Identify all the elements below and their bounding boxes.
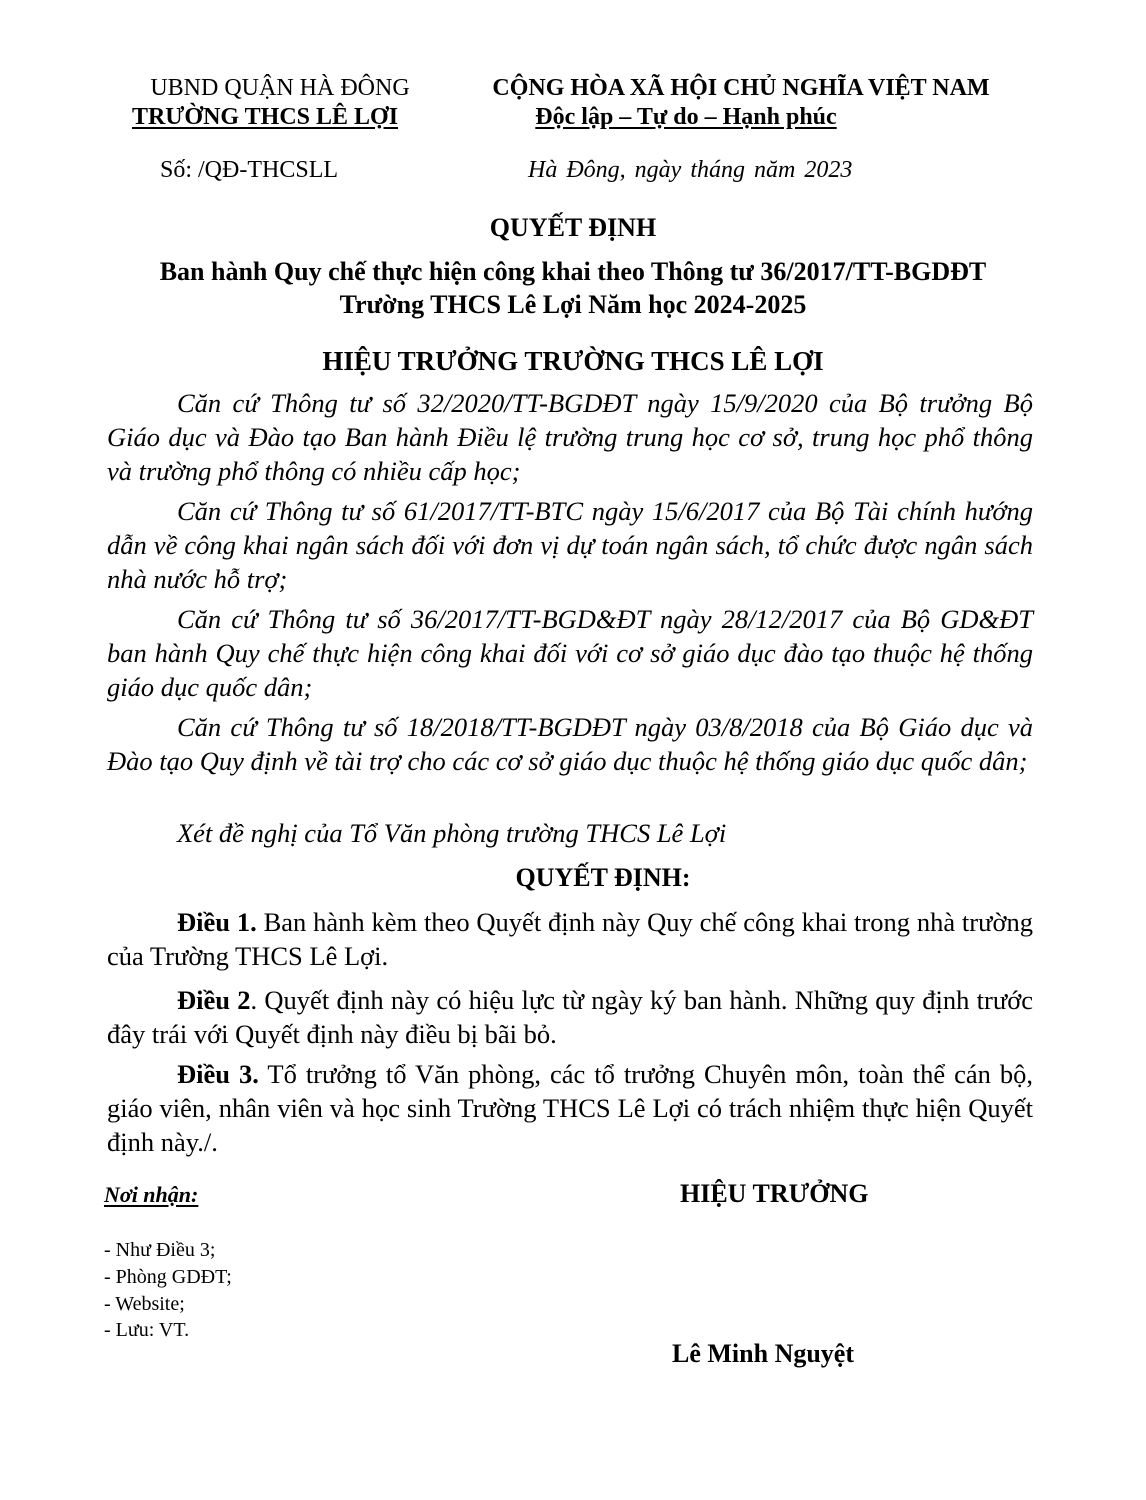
document-number: Số: /QĐ-THCSLL bbox=[160, 157, 339, 183]
article-3-label: Điều 3. bbox=[177, 1059, 259, 1089]
document-subtitle-line1: Ban hành Quy chế thực hiện công khai theo Thông tư 36/2017/TT-BGDĐT bbox=[159, 257, 987, 286]
recipients-heading: Nơi nhận: bbox=[104, 1182, 199, 1207]
article-1 bbox=[107, 905, 1033, 973]
signer-title: HIỆU TRƯỞNG bbox=[680, 1179, 869, 1208]
article-1-text: Ban hành kèm theo Quyết định này Quy chế công khai trong nhà trường của Trường THCS Lê Lợi. bbox=[107, 907, 1034, 971]
article-2-label: Điều 2 bbox=[177, 985, 251, 1015]
article-1-label: Điều 1. bbox=[177, 907, 257, 937]
article-2 bbox=[107, 983, 1033, 1051]
document-subtitle-line2: Trường THCS Lê Lợi Năm học 2024-2025 bbox=[339, 290, 807, 319]
legal-ground-3: Căn cứ Thông tư số 36/2017/TT-BGD&ĐT ngày 28/12/2017 của Bộ GD&ĐT ban hành Quy chế thực hiện công khai đối với cơ sở giáo dục đào tạo thuộc hệ thống giáo dục quốc dân; bbox=[107, 604, 1033, 702]
authority-heading: HIỆU TRƯỞNG TRƯỜNG THCS LÊ LỢI bbox=[322, 346, 824, 376]
national-motto: Độc lập – Tự do – Hạnh phúc bbox=[535, 104, 837, 130]
proposal: Xét đề nghị của Tổ Văn phòng trường THCS Lê Lợi bbox=[177, 818, 727, 848]
recipient-item: - Phòng GDĐT; bbox=[104, 1266, 232, 1288]
document-title: QUYẾT ĐỊNH bbox=[489, 213, 657, 242]
recipient-item: - Như Điều 3; bbox=[104, 1239, 216, 1261]
signer-name: Lê Minh Nguyệt bbox=[672, 1339, 854, 1368]
article-3 bbox=[107, 1057, 1033, 1159]
legal-ground-2: Căn cứ Thông tư số 61/2017/TT-BTC ngày 15/6/2017 của Bộ Tài chính hướng dẫn về công khai ngân sách đối với đơn vị dự toán ngân sách, tổ chức được ngân sách nhà nước hỗ trợ; bbox=[107, 496, 1033, 594]
school-name: TRƯỜNG THCS LÊ LỢI bbox=[131, 104, 399, 130]
issuing-authority: UBND QUẬN HÀ ĐÔNG bbox=[150, 75, 410, 101]
national-title: CỘNG HÒA XÃ HỘI CHỦ NGHĨA VIỆT NAM bbox=[492, 75, 990, 101]
legal-ground-4: Căn cứ Thông tư số 18/2018/TT-BGDĐT ngày 03/8/2018 của Bộ Giáo dục và Đào tạo Quy định về tài trợ cho các cơ sở giáo dục thuộc hệ thống giáo dục quốc dân; bbox=[107, 712, 1033, 776]
article-3-text: Tổ trưởng tổ Văn phòng, các tổ trưởng Chuyên môn, toàn thể cán bộ, giáo viên, nhân viên và học sinh Trường THCS Lê Lợi có trách nhiệm thực hiện Quyết định này./. bbox=[107, 1059, 1034, 1157]
recipient-item: - Lưu: VT. bbox=[104, 1319, 190, 1341]
recipient-item: - Website; bbox=[104, 1293, 185, 1315]
place-date: Hà Đông, ngày tháng năm 2023 bbox=[528, 157, 853, 183]
decision-heading: QUYẾT ĐỊNH: bbox=[515, 863, 691, 892]
article-2-text: . Quyết định này có hiệu lực từ ngày ký ban hành. Những quy định trước đây trái với Quyết định này điều bị bãi bỏ. bbox=[107, 985, 1034, 1049]
legal-ground-1: Căn cứ Thông tư số 32/2020/TT-BGDĐT ngày 15/9/2020 của Bộ trưởng Bộ Giáo dục và Đào tạo Ban hành Điều lệ trường trung học cơ sở, trung học phổ thông và trường phổ thông có nhiều cấp học; bbox=[107, 388, 1033, 486]
